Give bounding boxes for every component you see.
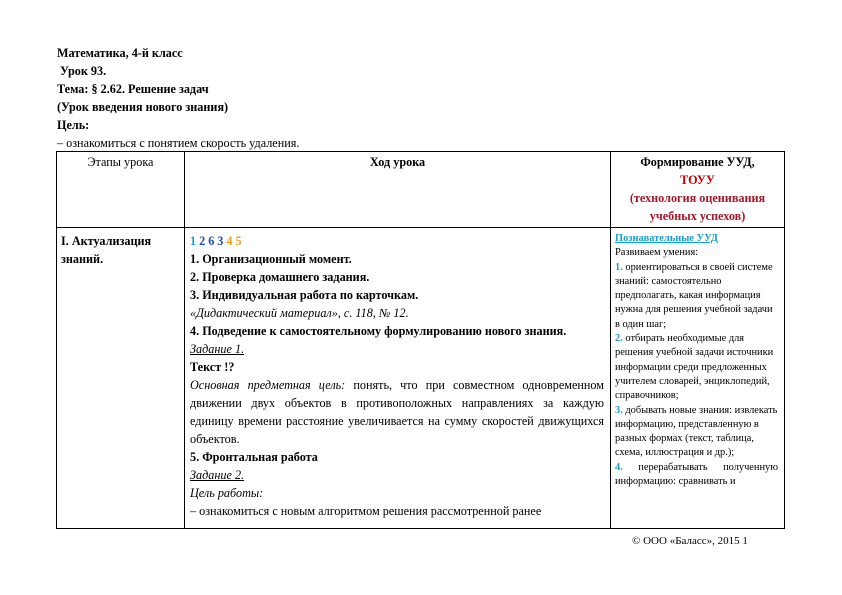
uud-item-num: 4. bbox=[615, 461, 623, 473]
uud-item-num: 3. bbox=[615, 404, 623, 416]
subject-goal-label: Основная предметная цель: bbox=[190, 378, 346, 392]
goal-label: Цель: bbox=[57, 118, 90, 132]
uud-item-num: 1. bbox=[615, 261, 623, 273]
uud-item-num: 2. bbox=[615, 333, 623, 345]
slide-number: 6 bbox=[208, 234, 215, 248]
slide-number: 2 bbox=[199, 234, 206, 248]
step-5: 5. Фронтальная работа bbox=[190, 450, 318, 464]
slide-number: 1 bbox=[190, 234, 197, 248]
subject-line: Математика, 4-й класс bbox=[57, 46, 183, 60]
slide-number: 3 bbox=[217, 234, 224, 248]
subject-goal-text: понять, что при совместном одновременном движении двух объектов в противоположных направлениях за каждую единицу времени расстояние увеличивается на сумму скоростей движущихся объектов. bbox=[190, 378, 604, 446]
uud-item bbox=[615, 332, 778, 403]
goal-text: – ознакомиться с понятием скорость удаления. bbox=[57, 136, 300, 150]
step-1: 1. Организационный момент. bbox=[190, 252, 352, 266]
text-label: Текст !? bbox=[190, 360, 235, 374]
copyright-footer: © ООО «Баласс», 2015 1 bbox=[632, 535, 748, 547]
uud-item bbox=[615, 404, 778, 461]
uud-item bbox=[615, 461, 778, 490]
uud-develop: Развиваем умения: bbox=[615, 247, 699, 259]
uud-item-text: отбирать необходимые для решения учебной задачи источники информации среди предложенных учителем словарей, энциклопедий, справочников; bbox=[615, 333, 774, 402]
slide-numbers bbox=[190, 232, 604, 250]
header-uud-line2: ТОУУ bbox=[680, 173, 715, 187]
uud-title: Познавательные УУД bbox=[615, 233, 718, 244]
header-stages: Этапы урока bbox=[57, 152, 185, 228]
step-3: 3. Индивидуальная работа по карточкам. bbox=[190, 288, 419, 302]
step-2: 2. Проверка домашнего задания. bbox=[190, 270, 370, 284]
header-course: Ход урока bbox=[185, 152, 611, 228]
work-goal-label: Цель работы: bbox=[190, 486, 264, 500]
step-4: 4. Подведение к самостоятельному формулированию нового знания. bbox=[190, 324, 567, 338]
lesson-number: Урок 93. bbox=[60, 64, 107, 78]
slide-number: 4 bbox=[226, 234, 233, 248]
stage-cell: I. Актуализация знаний. bbox=[57, 228, 185, 529]
header-uud bbox=[611, 152, 785, 228]
task-1-label: Задание 1. bbox=[190, 342, 245, 356]
uud-item-text: перерабатывать полученную информацию: сравнивать и bbox=[615, 461, 778, 488]
slide-number: 5 bbox=[235, 234, 242, 248]
lesson-table bbox=[56, 151, 785, 529]
uud-cell bbox=[611, 228, 785, 529]
lesson-type: (Урок введения нового знания) bbox=[57, 100, 229, 114]
header-uud-line1: Формирование УУД, bbox=[640, 155, 755, 169]
lesson-topic: Тема: § 2.62. Решение задач bbox=[57, 82, 209, 96]
subject-goal bbox=[190, 376, 604, 448]
uud-item-text: добывать новые знания: извлекать информацию, представленную в разных формах (текст, таблица, схема, иллюстрация и др.); bbox=[615, 404, 778, 459]
task-2-label: Задание 2. bbox=[190, 468, 245, 482]
work-goal-text: – ознакомиться с новым алгоритмом решения рассмотренной ранее bbox=[190, 504, 542, 518]
header-uud-line3: (технология оценивания учебных успехов) bbox=[629, 191, 766, 223]
course-cell bbox=[185, 228, 611, 529]
uud-item bbox=[615, 261, 778, 332]
didactic-reference: «Дидактический материал», с. 118, № 12. bbox=[190, 306, 409, 320]
table-row bbox=[57, 228, 785, 529]
uud-item-text: ориентироваться в своей системе знаний: самостоятельно предполагать, какая информация нужна для решения учебной задачи в один шаг; bbox=[615, 261, 773, 330]
table-header-row bbox=[57, 152, 785, 228]
